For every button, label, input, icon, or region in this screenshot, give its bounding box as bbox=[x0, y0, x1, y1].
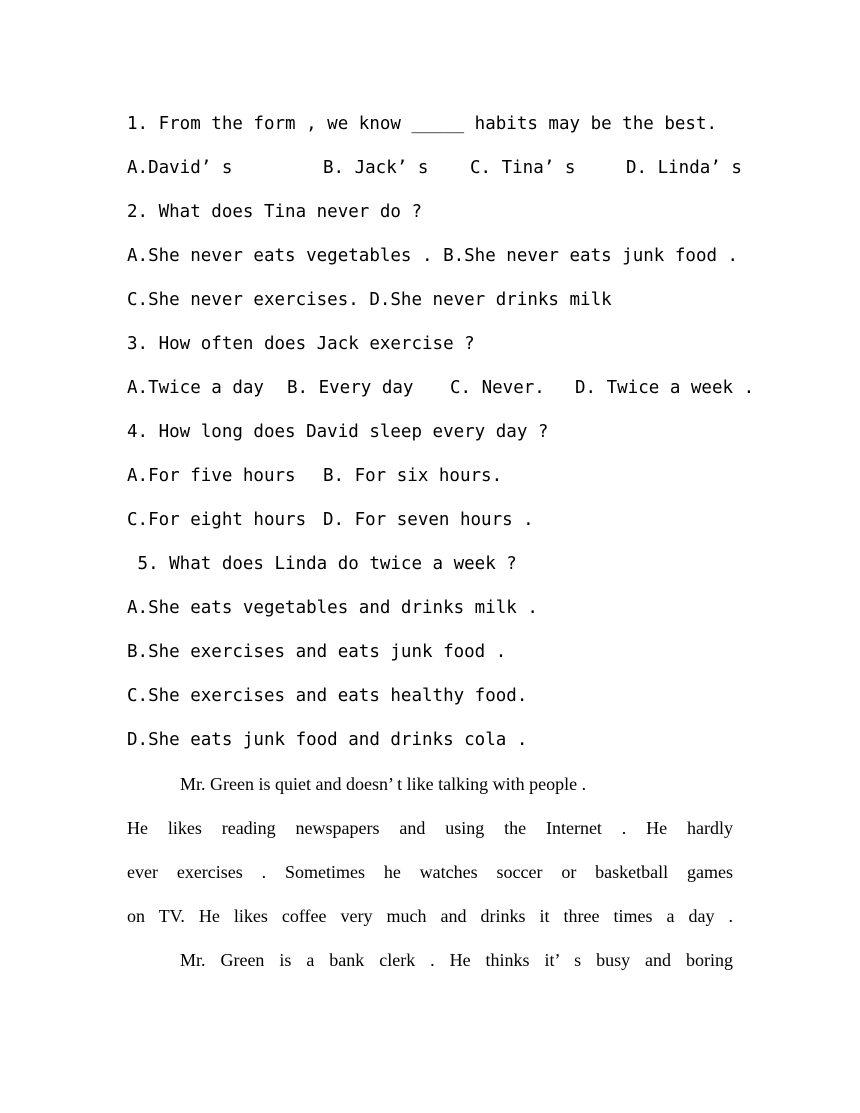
question-5-option-c: C.She exercises and eats healthy food. bbox=[127, 686, 528, 706]
question-2-options-line-2: C.She never exercises. D.She never drinks milk bbox=[127, 290, 612, 310]
question-1-option-d: D. Linda’ s bbox=[626, 158, 742, 178]
question-4-option-d: D. For seven hours . bbox=[323, 510, 534, 530]
question-3-option-a: A.Twice a day bbox=[127, 378, 264, 398]
question-5-option-a: A.She eats vegetables and drinks milk . bbox=[127, 598, 538, 618]
question-5-option-b: B.She exercises and eats junk food . bbox=[127, 642, 507, 662]
question-5-stem: 5. What does Linda do twice a week ? bbox=[127, 554, 517, 574]
question-1-option-a: A.David’ s bbox=[127, 158, 233, 178]
question-2-options-line-1: A.She never eats vegetables . B.She never eats junk food . bbox=[127, 246, 739, 266]
question-4-stem: 4. How long does David sleep every day ? bbox=[127, 422, 549, 442]
question-4-option-c: C.For eight hours bbox=[127, 510, 307, 530]
passage-line-1: Mr. Green is quiet and doesn’ t like talking with people . bbox=[180, 774, 587, 794]
question-1-stem: 1. From the form , we know _____ habits may be the best. bbox=[127, 114, 718, 134]
question-3-option-c: C. Never. bbox=[450, 378, 545, 398]
question-4-option-a: A.For five hours bbox=[127, 466, 296, 486]
question-1-option-c: C. Tina’ s bbox=[470, 158, 576, 178]
question-3-stem: 3. How often does Jack exercise ? bbox=[127, 334, 475, 354]
question-2-stem: 2. What does Tina never do ? bbox=[127, 202, 423, 222]
question-3-option-d: D. Twice a week . bbox=[575, 378, 755, 398]
passage-line-5: Mr. Green is a bank clerk . He thinks it’ s busy and boring bbox=[180, 950, 733, 970]
question-5-option-d: D.She eats junk food and drinks cola . bbox=[127, 730, 528, 750]
passage-line-3: ever exercises . Sometimes he watches soccer or basketball games bbox=[127, 862, 733, 882]
question-1-option-b: B. Jack’ s bbox=[323, 158, 429, 178]
passage-line-4: on TV. He likes coffee very much and drinks it three times a day . bbox=[127, 906, 733, 926]
question-4-option-b: B. For six hours. bbox=[323, 466, 503, 486]
passage-line-2: He likes reading newspapers and using the Internet . He hardly bbox=[127, 818, 733, 838]
question-3-option-b: B. Every day bbox=[287, 378, 414, 398]
